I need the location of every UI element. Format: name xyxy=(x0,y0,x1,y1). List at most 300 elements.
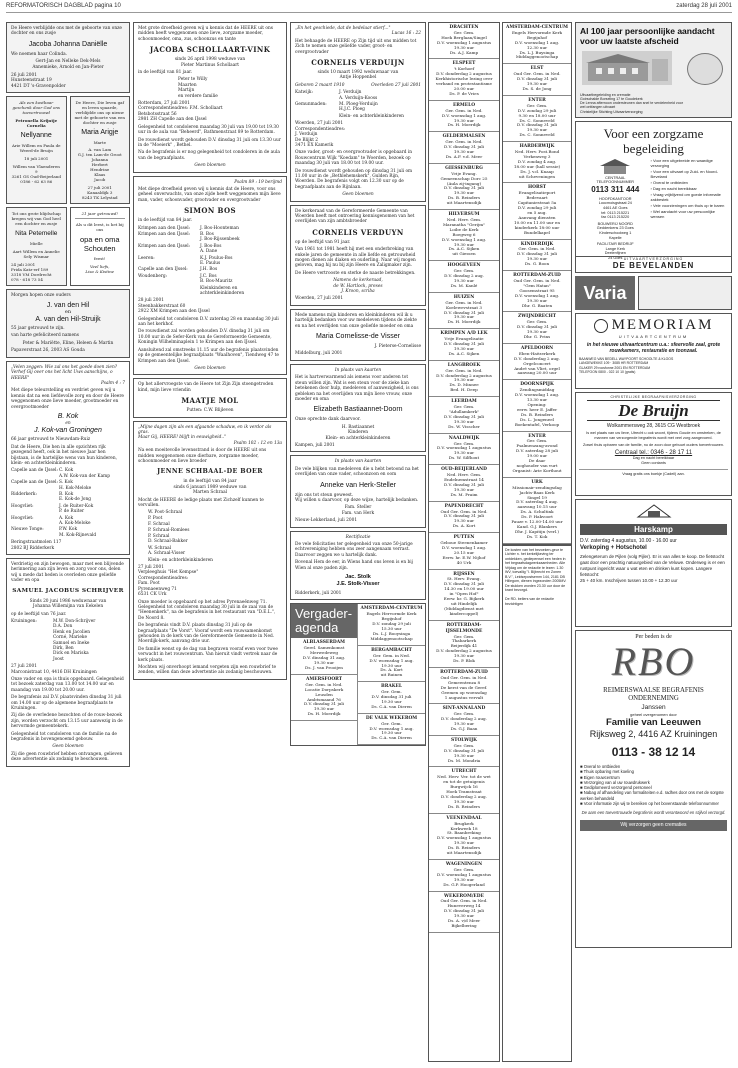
thanks-date: Nieuw-Lekkerland, juli 2001 xyxy=(295,518,358,524)
thanks-intro: Het is hartverwarmend als iemens voor anderen tot steun willen zijn. Wat is een steun voor de zieke kan betekenen door hulp, medeleven of aanwezigheid, is ons gebleken na het overlijden van mijn lieve vrouw, onze moeder en oma xyxy=(295,375,419,402)
agenda-item xyxy=(503,64,571,96)
obituary-address: Steenbakkerstraat 60 2922 XM Krimpen aan den IJssel xyxy=(138,303,210,315)
anniversary-kok xyxy=(6,361,130,555)
agenda-item xyxy=(429,210,499,261)
obituary-text-2: Onze moeder is opgebaard op het adres Pyrenaeënweg 71. Gelegenheid tot condoleren maandag 30 juli in de zaal van de "Heenenkerk", na de begrafenis in het restaurant van "D.E.L.", De Noord 8. xyxy=(138,599,276,621)
obituary-intro: Het behaagde de HEERE op Zijn tijd uit ons midden tot Zich te nemen onze geliefde vader, groot- en overgrootvader xyxy=(295,38,417,55)
obituary-text-1: Onze vader en opa is thuis opgebaard. Gelegenheid tot bezoek zaterdag van 13.00 tot 14.00 uur en maandag van 19.00 tot 20.00 uur. xyxy=(11,676,124,693)
family-names: P. Schraal D. Schraal-Bakker xyxy=(148,534,188,545)
rbo-no-cremation: Wij verzorgen geen crematies xyxy=(580,820,727,831)
agenda-item xyxy=(429,668,499,704)
ad-bevelanden-item: › Wel aandacht voor uw persoonlijke wensen xyxy=(650,209,715,219)
rbo-family: Familie van Leeuwen xyxy=(605,717,702,728)
obituary-text-1: Gelegenheid tot condoleren maandag 30 juli van 19.00 tot 19.30 uur in de aula van "Beheerd", Bathmenstraat 89 te Rotterdam. xyxy=(138,124,279,136)
ad-100-jaar-title: Al 100 jaar persoonlijke aandacht voor uw laatste afscheid xyxy=(580,26,715,46)
family-row xyxy=(138,267,282,272)
agenda-place: ROTTERDAM-ZUID xyxy=(513,273,561,279)
agenda-item xyxy=(503,240,571,272)
column-4 xyxy=(428,22,500,1062)
agenda-place: ELSPEET xyxy=(452,61,476,67)
family-row xyxy=(138,522,282,533)
obituary-no-flowers: Geen bloemen xyxy=(342,192,374,198)
rbo-tagline: De aam een toevertrouwde begrafenis wordt verantwoord en stijlvol verzorgd. xyxy=(581,810,726,816)
agenda-details: Ger. Gem. in Ned. D.V. dinsdag 31 juli 19.30 uur Ds. A.F. v.d. Meer xyxy=(444,139,484,159)
agenda-place: NAALDWIJK xyxy=(448,435,480,441)
family-row xyxy=(11,527,125,538)
agenda-place: HARDERWIJK xyxy=(519,144,555,150)
birth-announcement-nellyanne xyxy=(6,96,67,204)
obituary-text-2: De begrafenis zal D.V. plaatsvinden dinsdag 31 juli om 14.00 uur op de algemene begraafplaats te Kruiningen. xyxy=(11,695,122,711)
agenda-place: HILVERSUM xyxy=(448,212,480,218)
agenda-details: Evangelisatieport Bedevaart Capitaniestraat 5a D.V. zondag 29 juli en 5 aug. Aanvang diensten 10.00 en 11.00 uur en kinderkerk 18:00 uur Bundelkapel xyxy=(514,190,560,235)
ad-bevelanden-title: Voor een zorgzame begeleiding xyxy=(603,126,704,156)
ad-address-3: FACILITAIR BEDRIJF Lange Kerk Deelenfijnen 24 Goes xyxy=(596,242,634,260)
family-names: J. Verduijn A. Verduijn-Kooss xyxy=(339,90,378,101)
family-place: Leeren: xyxy=(138,255,155,261)
rbo-list-item: ■ Thuis opbaring met koeling xyxy=(580,769,634,775)
rbo-top: Per beden is de xyxy=(635,634,672,640)
family-place xyxy=(138,522,148,533)
ads-column xyxy=(575,22,732,1062)
harskamp-body: Zelengeterum de Pijlen (volg Pijler). Er is van alles te koop. De fietstocht gaat door een prachtig natuurgebied van de Veluwe. Onderweg is er een rustpunt ingericht waar u wat eten en drinken kunt kopen. Langere fietstocht: xyxy=(580,554,725,577)
bruijn-address: Wolkammersweg 28, 3615 CG Westbroek xyxy=(606,423,701,429)
obituary-cornelis xyxy=(290,22,426,202)
agenda-item xyxy=(358,714,425,746)
agenda-place: GIESSENBURG xyxy=(445,165,483,171)
family-row xyxy=(11,504,125,515)
agenda-place: ENTER xyxy=(528,97,546,103)
obituary-age: in de leeftijd van 84 jaar. xyxy=(138,218,193,224)
announcement-date: 26 juli 2001 xyxy=(11,73,37,79)
obituary-text-2: De rouwdienst wordt gehouden op dinsdag 31 juli om 11.00 uur in de „Bethlehemskerk", Gulden Rijn, Woerden. De begrafenis volgt om 12.30 uur op de begraafplaats aan de Rijnlaan. xyxy=(295,168,413,190)
agenda-item xyxy=(429,814,499,860)
agenda-item xyxy=(429,621,499,668)
family-names: B. Kok E. Kok-de Jong xyxy=(59,492,92,503)
kok-name-2: J. Kok-van Groningen xyxy=(34,427,102,435)
obituary-text-3: Na de begrafenis is er nog gelegenheid tot condoleren in de aula van de begraafplaats. xyxy=(138,150,280,161)
memoriam-logo-icon xyxy=(594,319,608,333)
ad-brand-sub: UITVAARTVERZORGING xyxy=(623,257,684,261)
agenda-item xyxy=(291,675,357,721)
agenda-place: AMERSFOORT xyxy=(305,676,343,682)
anniversary-text: 55 jaar getrouwd te zijn. xyxy=(11,326,65,332)
ad-address-2: BOUWERIJ NOORD Geddenkens 23 Goes Kinderschoolweg 1 Kapelle xyxy=(596,221,634,240)
rectificatie-date: Ridderkerk, juli 2001 xyxy=(295,591,342,597)
obituary-intro: Op het allervroegste van de Heere tot Zijn Zijn stoengetroden kind, mijn lieve vriendin xyxy=(138,382,274,393)
ad-bevelanden-item: › Vraag vrijblijvend om goede informatie zakbestek xyxy=(650,192,721,202)
agenda-details: Ned. Herv. Gem. Endelnemstraat 14 D.V. dinsdag 31 juli 19.30 uur Ds. M. Praim xyxy=(444,472,484,497)
obituary-address: Correspondentieadres: J. Verduijn De Blijkt 2 3471 EX Kamerik xyxy=(295,126,346,148)
column-1 xyxy=(6,22,130,1062)
agenda-item xyxy=(429,570,499,621)
family-names: S. Kok H. Kok-Meloke xyxy=(59,480,92,491)
birth-row-2 xyxy=(6,207,130,289)
kok-quote: „Velen zeggen: Wie zal ons het goede doen zien? Verhef Gij over ons het licht Uws aanschijns, o HEERE" xyxy=(11,364,118,381)
agenda-details: Ger. Gem. D.V. dinsdag 31 juli 19.30 uur Ds. C.A. van Dieren xyxy=(371,689,412,709)
ad-harskamp xyxy=(575,499,732,627)
anniversary-top: 21 jaar getrouwd! xyxy=(75,211,126,219)
family-names: P.W. Kok M. Kok-Rijnevald xyxy=(59,527,97,538)
agenda-place: ELST xyxy=(530,66,544,72)
announcement-date: 18 juli 2001 xyxy=(24,156,49,162)
obituary-age: op de leeftijd van 76 jaar. xyxy=(11,611,67,617)
announcement-sub: Mielle xyxy=(29,241,43,247)
ad-phone: 0113 311 444 xyxy=(591,184,640,194)
ad-bevelanden-body xyxy=(576,156,731,263)
family-names: J.H. Bos xyxy=(200,267,218,273)
agenda-details: Ger. Gem. D.V. zondag 29 juli 9.30 en 18.00 uur Ds. C. Sonneveld D.V. dinsdag 31 juli 19.30 uur Ds. C. Sonneveld xyxy=(517,102,557,138)
rbo-logo: RBO xyxy=(611,639,696,684)
agenda-details: Ger. Gem. D.V. woensdag 1 augustus 19.30 uur Ds. G.P. Hoogerland xyxy=(436,866,492,887)
kok-name-1: B. Kok xyxy=(57,412,79,420)
ad-brand: DE BEVELANDEN xyxy=(612,261,695,270)
announcement-name: Nita Petemelle xyxy=(15,230,58,238)
agenda-item xyxy=(429,434,499,466)
agenda-details: Zendingsmiddag D.V. woensdag 1 aug. 13.30 uur Opening: eerw. heer E. Jaffer Ds. B. Reinders Ds. L. Jongeneel Boekentafel, Verkoop xyxy=(514,387,560,427)
agenda-place: ERMELO xyxy=(452,102,476,108)
obituary-family: M.W. Don-Schrijver D.A. Don Henk en Jacolien Corné, Marieke Samuel en Ineke Dirk, Ben Dick en Mariska Joost xyxy=(53,618,96,662)
ad-100-jaar-body: Uitvaartbegeleiding en crematie Goirschalde Borseling 17 te Goudekerk De Lenna afternoon ondersteunen dan snel te verdelenheid voor wel ontfangen uitvaart Christelijke Stichting Uitvaartverzorging xyxy=(580,92,683,114)
obituary-date: 27 juli 2001 xyxy=(138,565,164,571)
agenda-item xyxy=(503,380,571,431)
family-place xyxy=(295,114,339,119)
agenda-place: OUD-BEIJERLAND xyxy=(441,467,487,473)
obituary-text-3: Aansluitend zal omstreeks 11.15 uur de begrafenis plaatsvinden op de gemeentelijke begraafplaats "Waalhoven", Tiendweg 47 te Krimpen aan den IJssel. xyxy=(138,347,279,364)
agenda-details: Oud Ger. Gem. in Ned. D.V. dinsdag 31 juli 19.30 uur Ds. A. Kort xyxy=(440,508,488,529)
agenda-item xyxy=(429,164,499,210)
obituary-family-list xyxy=(138,510,282,563)
agenda-item xyxy=(358,604,425,645)
column-3 xyxy=(290,22,426,1062)
kok-text-3: Dat de Heere, Die hen in alle opzichten rijk gezegend heeft, ook in het nieuwe Jaar hen bijstaan, is de hartelijke wens van hun kinderen, klein- en achterkleinkinderen. xyxy=(11,444,117,466)
agenda-details: Ger. Gem. Hoek Berglaan/Singel D.V. woensdag 1 augustus 19.30 uur Ds. A.J. Kamp xyxy=(436,29,492,55)
agenda-place: WAGENINGEN xyxy=(445,861,483,867)
agenda-list-left xyxy=(291,638,357,721)
family-place xyxy=(138,534,148,545)
harskamp-end: 25 + 40 km. Inschrijven tussen 10.00 + 12.30 uur xyxy=(580,578,678,583)
harskamp-date: D.V. zaterdag 4 augustus, 10.00 - 16.00 uur xyxy=(580,538,677,544)
announcement-sub: Marte xyxy=(93,140,106,146)
agenda-place: DE VALK WEKEROM xyxy=(365,715,418,721)
anniversary-family: Peter & Mariëtte, Eline, Heleen & Martin xyxy=(22,340,114,346)
agenda-place: ROTTERDAM-ZUID xyxy=(440,669,488,675)
bruijn-small: CHRISTELIJKE BEGRAAFNISVERZORGING xyxy=(610,395,697,399)
agenda-item xyxy=(358,646,425,682)
obituary-sub: sinds 26 april 1998 weduwe van Pieter Martinus Schollaart xyxy=(174,57,246,68)
agenda-place: AMSTERDAM-CENTRUM xyxy=(360,606,423,612)
family-row xyxy=(138,226,282,231)
obituary-samuel xyxy=(6,558,130,767)
family-row xyxy=(11,480,125,491)
ad-memoriam xyxy=(575,313,732,389)
ad-100-jaar-logo xyxy=(687,53,723,85)
obituary-text-2: De rouwdienst zal worden gehouden D.V. dinsdag 31 juli om 10.00 uur in de Sefer-Kerk van de Gereformeerde Gemeente, Koningin Wilhelminaplein 1 te Krimpen aan den IJssel. xyxy=(138,329,272,346)
ad-phone-label: CENTRAAL TELEFOONNUMMER xyxy=(596,175,635,185)
thanks-date: Middelburg, juli 2001 xyxy=(295,351,343,357)
anniversary-van-den-hil xyxy=(6,289,130,357)
building-photo-icon xyxy=(582,51,672,85)
ad-bevelanden-footer xyxy=(576,256,731,272)
obituary-cornelis-church xyxy=(290,205,426,306)
agenda-place: URK xyxy=(531,479,543,485)
bruijn-tag: Dag en nacht bereikbaar Geen contants xyxy=(632,456,675,465)
agenda-place: SINT-ANNALAND xyxy=(442,706,486,712)
announcement-parents: Arie Willem en Paula de Weerd-de Bruijn xyxy=(11,143,61,154)
family-names: M. Ploeg-Verduijn H.J.C. Ploeg xyxy=(339,102,378,113)
agenda-item xyxy=(429,704,499,736)
obituary-name: JENNE SCHBAAL-DE BOER xyxy=(157,468,263,476)
obituary-maatje xyxy=(133,378,287,417)
ad-bevelanden-item: › Voor een uitvaart op Zuid- en Noord-Beveland xyxy=(650,169,718,179)
agenda-item xyxy=(291,638,357,674)
agenda-item xyxy=(503,142,571,183)
agenda-details: Ger. Gem. Thabarkerk Beijerdijk 41 D.V. donderdag 2 augustus 19.30 uur Ds. P. Blok xyxy=(436,633,492,664)
obituary-sub: Putten: C.W. Blijleven xyxy=(186,408,234,414)
kok-address: Beringstraatmolen 117 2802 BJ Ridderkerk xyxy=(11,540,62,551)
family-names: K.J. Poulus-Bos E. Paulus xyxy=(200,255,233,266)
agenda-details: Brugkerk Kerkweek 18 St. Baanbreking D.V. woensdag 1 augustus 19.30 uur Ds. B. Reinders uit Maartensdijk xyxy=(436,820,492,856)
agenda-item xyxy=(358,682,425,714)
agenda-details: Ger. Gem. D.V. donderdag 2 aug. 19.30 uur Ds. G.J. Baan xyxy=(441,711,487,732)
family-place xyxy=(138,510,148,521)
anniversary-and: en xyxy=(64,308,72,315)
agenda-details: Ger. Gem. D.V. dinsdag 2 aug. 19.30 uur Ds. M. Kanlé xyxy=(444,268,484,288)
harskamp-name: Harskamp xyxy=(580,524,727,535)
agenda-details: Oud Ger. Gem. in Ned. Gemeentenza 8 De kerst van de Geref. Geemen op woensdag 1 augustus vervalt xyxy=(440,674,488,700)
family-names: W. Schraal A. Schraal-Visser xyxy=(148,545,186,557)
agenda-details: Eben-Haëzerkerk D.V. donderdag 2 aug. Orgelconcert André van Vliet, orgel aanvang 20.00 uur xyxy=(514,350,560,376)
agenda-list-right xyxy=(358,604,425,745)
announcement-intro: Als een kostbaar geschenk door God ons toevertrouwd xyxy=(12,100,60,116)
vergader-agenda-title: Vergader-agenda xyxy=(291,604,357,638)
family-place: Woudenberg: xyxy=(138,273,168,279)
obituary-name: MAATJE MOL xyxy=(181,396,239,406)
ad-bevelanden xyxy=(575,121,732,273)
agenda-place: WEKEROM/EDE xyxy=(444,893,484,899)
agenda-place: APELDOORN xyxy=(520,345,554,351)
announcement-name: Jacoba Johanna Daniëlle xyxy=(28,40,108,48)
obituary-quote: „Mijne dagen zijn als een afgaande schaduw, en ik verdor als gras. Maar Gij, HEERE! blijft in eeuwigheid.." xyxy=(138,424,272,441)
agenda-item xyxy=(503,312,571,344)
obituary-address: Verpleeghuis "Het Kempse" Correspondentieadres: Fam. Poot Pyrenaeenweg 71 6531 CK Urk xyxy=(138,570,199,598)
agenda-details: Ger. Gem. Psalmenzang-avond D.V. zaterdag 28 juli 19.00 uur De daar noghouder van vurt Organist: Arie Korthout xyxy=(512,438,562,473)
memoriam-sub: UITVAARTCENTRUM xyxy=(618,334,689,339)
agenda-place: PAPENDRECHT xyxy=(444,503,484,509)
agenda-details: Engels Hervormde Kerk Begijnhof D.V. zondag 29 juli 15.30 uur Ds. L.J. Booysinga Middaggenootschap xyxy=(366,611,417,641)
obituary-signature: Namens de kerkeraad, de W. Hartlock, preses J. Kroon, scriba xyxy=(333,278,383,295)
obituary-date: Woerden, 27 juli 2001 xyxy=(295,121,344,127)
agenda-details: 't Korhoef D.V. donderdag 2 augustus Kerkhistorische lezing over verband en protestantisme 20.00 uur Ds. P. de Vries xyxy=(435,66,493,96)
kok-family-list xyxy=(11,468,125,538)
agenda-details: Oud Ger. Gem. in Ned. D.V. dinsdag 31 juli 19.30 uur Ds. S. de Jong xyxy=(513,71,561,91)
ad-bevelanden-left xyxy=(580,158,651,261)
agenda-details: Oud Ger. Gem. in Ned. Huneverweg 14 D.V. dinsdag 31 juli 19.30 uur Ds. A. v/d Meer Bijkelbering xyxy=(440,898,488,928)
anniversary-name-2: A. van den Hil-Struijk xyxy=(35,316,101,324)
announcement-address: 24 juli 2001 Frida Katz-erf 189 3318 VM Dordrecht 078 - 618 73 54 xyxy=(11,262,52,283)
obituary-no-flowers: Geen bloemen xyxy=(194,163,226,169)
kok-quote-ref: Psalm 4 : 7 xyxy=(100,380,125,386)
agenda-place: PUTTEN xyxy=(453,535,475,541)
agenda-place: HUIZEN xyxy=(453,294,475,300)
family-names: J.C. Bos B. Bos-Mauritz xyxy=(200,273,233,285)
family-row xyxy=(11,468,125,479)
family-names: J. de Ruiter-Kok P. de Ruiter xyxy=(59,503,94,515)
obituary-date: 27 juli 2001 xyxy=(11,664,37,670)
page-header xyxy=(6,3,732,13)
thanks-elizabeth xyxy=(290,364,426,452)
obituary-jacoba xyxy=(133,22,287,173)
obituary-age: op de leeftijd van 91 jaar. xyxy=(295,239,351,245)
family-row xyxy=(295,90,421,101)
family-names: J. Bos-Hoonteman xyxy=(200,225,239,231)
agenda-place: VEENENDAAL xyxy=(446,815,482,821)
obituary-text-2: De rouwdienst wordt gehouden D.V. dinsdag 31 juli om 13.30 uur in de "Moeierk" , Bethel. xyxy=(138,137,281,148)
announcement-name: Nellyanne xyxy=(20,132,52,140)
rbo-list xyxy=(580,764,727,806)
obituary-intro: Met grote droefheid geven wij u kennis dat de HEERE uit ons midden heeft weggenomen onze lieve, zorgzame moeder, schoonmoeder, oma, zus, schoonzus en tante xyxy=(138,26,273,42)
family-names: C. Kok A.W. Kok-van der Kamp xyxy=(59,468,110,479)
family-place: Nieuwe Tonge: xyxy=(11,527,44,533)
rbo-address: Rijksweg 2, 4416 AZ Kruiningen xyxy=(589,729,718,739)
agenda-place: LANGBROEK xyxy=(447,362,481,368)
obituary-text-3: Zij die de overledene bezochten of de rouw-bezoek zijn, worden verzocht om 13.15 uur aanwezig in de hervormde gemeentekerk. xyxy=(11,713,123,730)
agenda-item xyxy=(429,397,499,433)
announcement-name: Maria Arigje xyxy=(81,129,119,137)
rbo-list-item: ■ Voor informatie zijn wij te bereiken op het bovenstaande telefoonnummer xyxy=(580,801,719,807)
bruijn-text-1: Is wel plaats van uw lieve, Utrecht u ook woont, tijdens Goude en omstreken, de mannen van verzorgende begrafenis wordt met veel zorg aangevoerd. xyxy=(586,431,721,440)
obituary-place: Kruiningen: xyxy=(11,618,37,624)
rbo-phone: 0113 - 38 12 14 xyxy=(611,745,696,759)
obituary-text-1: Onze vader, groot- en overgrootvader is opgebaard in Rouwcentrum Wijk "Koedam" te Woerden, bezoek op maandag 30 juli van 18.00 tot 19.00 uur. xyxy=(295,150,413,167)
obituary-sub: sinds 10 maart 1992 weduwnaar van Antje Hoppenbel xyxy=(317,70,399,81)
agenda-item xyxy=(429,533,499,569)
anniversary-text: Als u dit leest, is het bij ons xyxy=(75,222,124,233)
obituary-address: Marconistraat 10, 4416 DH Kruiningen xyxy=(11,669,97,675)
agenda-place: GELDERMALSEN xyxy=(442,134,486,140)
anniversary-thanks: van harte gefeliciteerd namens xyxy=(11,333,79,339)
agenda-details: St. Herv. Evang. D.V. dinsdag 31 juli 14.30 en 19.00 uur in "Open Hof" Eerw. hr. G. Bijkerk uit Hindelijk (Middagdienst met kindercoppel) xyxy=(443,576,485,616)
rbo-list-item: ■ Verzorging van al uw rouwdrukwerk xyxy=(580,779,650,785)
family-row xyxy=(11,516,125,527)
thanks-header: In plaats van kaarten xyxy=(334,459,382,465)
header-right: zaterdag 28 juli 2001 xyxy=(676,3,732,9)
agenda-item xyxy=(503,432,571,478)
announcement-parents: Aart Willem en Annelie Sely Wismar xyxy=(12,249,60,260)
announcement-date: 27 juli 2001 xyxy=(87,185,112,191)
varia-image xyxy=(638,276,732,310)
agenda-place: BERGAMBACHT xyxy=(371,647,412,653)
obituary-text-6: Zij die geen rouwbrief hebben ontvangen, gelieven deze advertentie als zodanig te beschouwen. xyxy=(11,751,123,763)
family-names: W. Poot-Schraal P. Poot xyxy=(148,510,183,521)
agenda-details: Missionair-zendingsdag Jachts-Baas Kerk Singel 19 D.V. zaterdag 4 aug. aanvang 10.15 uur Ds. A. Schultink Ds. P. Hakvoort Pauze v. 12.00-14.00 uur Kand. G.J. Blankers Dhr. J. Kapitijn (verl.) Ds. T. Kok xyxy=(511,484,563,539)
family-place xyxy=(138,558,148,563)
agenda-item xyxy=(429,736,499,768)
obituary-family: Peter te Willy Maarten Martijn en verdere familie xyxy=(178,77,218,99)
agenda-item xyxy=(429,892,499,933)
agenda-details: Ned. Herv. Post.Bond Verkenweg 3 D.V. zondag 4 aug. 18.00 uur (hall sessie) Ds. J. v.d. Knaap uit Scheveningen xyxy=(513,149,561,179)
agenda-item xyxy=(429,101,499,133)
agenda-place: ROTTERDAM-IJSSELMONDE xyxy=(445,622,483,634)
announcement-address: Hunsteenstraat 19 4421 DT 's-Gravenpolder xyxy=(11,78,66,89)
family-names: Klein- en achterkleinkinderen xyxy=(339,113,404,119)
thanks-maria xyxy=(290,309,426,361)
thanks-header: In plaats van kaarten xyxy=(334,367,382,373)
varia-banner: Varia xyxy=(575,276,635,310)
announcement-parents: A. van Lam G.J. ten Lam-de Groot Johanna Herbert Hendrine Klaas Jacob xyxy=(77,147,122,183)
obituary-name: SIMON BOS xyxy=(184,206,236,216)
family-row xyxy=(138,534,282,545)
ad-de-bruijn xyxy=(575,392,732,496)
obituary-text-3: De begrafenis vindt D.V. plaats dinsdag 31 juli op de begraafplaats "De Vorst". Vooraf wordt een rouwsamenkomst gehouden in de kerk van de Gereformeerde Gemeente in Ned. Moerdijk-kerk, aanvang drie uur. xyxy=(138,623,275,645)
family-names: F. Schraal P. Schraal-Romlees xyxy=(148,522,190,533)
agenda-item xyxy=(429,261,499,293)
thanks-intro: Mede namens mijn kinderen en kleinkinderen wil ik u hartelijk bedanken voor uw medeleven tijdens de ziekte en na het overlijden van onze geliefde moeder en oma xyxy=(295,312,417,329)
anniversary-intro: Morgen hopen onze ouders xyxy=(11,293,71,299)
obituary-quote: „En het geschiede, dat de bedelaar stierf..." xyxy=(295,26,391,31)
ad-bevelanden-list xyxy=(651,158,727,261)
obituary-text-5: Mochten wij onverhoopt iemand vergeten zijn een rouwbrief te zenden, willen dan deze advertentie als zodanig beschouwen. xyxy=(138,664,276,676)
thanks-name: Elizabeth Bastiaannet-Doorn xyxy=(313,406,403,414)
agenda-item xyxy=(503,96,571,142)
birth-row xyxy=(6,96,130,207)
obituary-family-list xyxy=(138,226,282,297)
agenda-item xyxy=(429,132,499,164)
anniversary-sub: feest! xyxy=(94,256,106,262)
agenda-details: Ger. Gem. in Ned. D.V. donderdag 2 augustus 19.30 uur Ds. D. Minnee Bed. H. Deep xyxy=(436,367,492,393)
agenda-place: HOOGEVEEN xyxy=(447,263,481,269)
announcement-sub: We noemen haar Colinda. xyxy=(11,51,68,57)
obituary-no-flowers: Geen bloemen xyxy=(52,744,84,750)
memoriam-header xyxy=(579,317,728,334)
memoriam-tagline: in het nieuwe uitvaartcentrum u.a.: sfeervolle zaal, grote rouwkamers, restauratie en toonzaal. xyxy=(586,342,721,354)
family-place: Krimpen aan den IJssel: xyxy=(138,243,191,249)
agenda-place: UTRECHT xyxy=(451,769,477,775)
family-place: Gemunmaden: xyxy=(295,102,327,108)
agenda-details: Ned. Herv. Gem. Maranatha "Gerijm" Loibe de Kerk Boegweg 6 D.V. woensdag 1 aug. 19.30 uur Ds. A.C. Sijken uit Giessen xyxy=(441,217,487,257)
family-names: B. Bos J. Bos-Rijssenbeek xyxy=(200,231,240,243)
agenda-details: Vrije Evangelisatie D.V. dinsdag 31 juli 19.30 uur Ds. A.C. Sijken xyxy=(444,336,484,356)
announcement-address: Kanaaldijk 3 8243 TK Lelystad xyxy=(81,190,118,201)
family-row xyxy=(138,244,282,255)
family-place xyxy=(138,286,200,297)
obituary-dates xyxy=(295,83,421,88)
obituary-quote-ref: Psalm 102 : 12 en 13a xyxy=(233,440,282,446)
agenda-details: Engels Hervormde Kerk Begijnhof D.V. woensdag 1 aug. 12.30 uur Ds. L.J. Buysinga Middaggenootschap xyxy=(511,29,563,60)
house-icon xyxy=(598,158,632,174)
family-row xyxy=(295,114,421,119)
agenda-details: Ger. Gem. "Adullamkerk" D.V. dinsdag 31 juli 19.30 uur Ds. W. Visscher xyxy=(444,404,484,429)
agenda-details: Gerel. Samenkomst Merwedeweg D.V. dinsdag 31 aug. 19.30 uur Ds. J. van Prooijen xyxy=(302,645,346,670)
agenda-item xyxy=(503,183,571,239)
thanks-signature: H. Bastiaannet Kinderen Klein- en achterkleinkinderen xyxy=(325,424,391,441)
agenda-place: STOLWIJK xyxy=(451,737,477,743)
agenda-place: LEERDAM xyxy=(451,399,477,405)
obituary-text-1: Gelegenheid tot condoleren D.V. zaterdag 28 en maandag 30 juli aan het kerkhof. xyxy=(138,316,279,328)
obituary-intro: Na een moeitevolle levensstrand is door de HEERE uit ons midden weggenomen onze dierbare, zorgzame moeder, schoonmoeder en lieve broeder xyxy=(138,448,267,464)
obituary-family-row xyxy=(11,619,125,662)
obituary-jenne xyxy=(133,421,287,680)
agenda-details: Ger. Gem. in Ned. D.V. woensdag 1 aug. 19.30 uur Ds. H. Moerdijk xyxy=(441,107,487,128)
rbo-list-item: ■ Nabag af afhandeling van formaliteiten e.d. radhes door ons met de sorgste werken behandeld xyxy=(580,790,724,801)
thanks-signature: Fam. Steller Fam. van Herk xyxy=(341,505,375,516)
obituary-date: Woerden, 27 juli 2001 xyxy=(295,296,344,302)
family-row xyxy=(138,558,282,563)
obituary-address: Correspondentieadres: F.M. Schollaart Betsbotsstraat 56 2981 ZH Capelle aan den IJssel xyxy=(138,106,223,123)
agenda-details: Ger. Gem. in Ned. D.V. woensdag 1 aug. 19.30 uur Ds. A. Kort uit Ruinen xyxy=(369,652,414,678)
agenda-details: Ger. Gem. D.V. woensdag 1 augustus 19.30 uur Ds. W. Silfhout xyxy=(436,440,492,461)
agenda-item xyxy=(429,465,499,501)
thanks-text: zijn ons tot steun geweest. Wij willen u daarvoor, op deze wijze, hartelijk bedanken. xyxy=(295,492,419,503)
